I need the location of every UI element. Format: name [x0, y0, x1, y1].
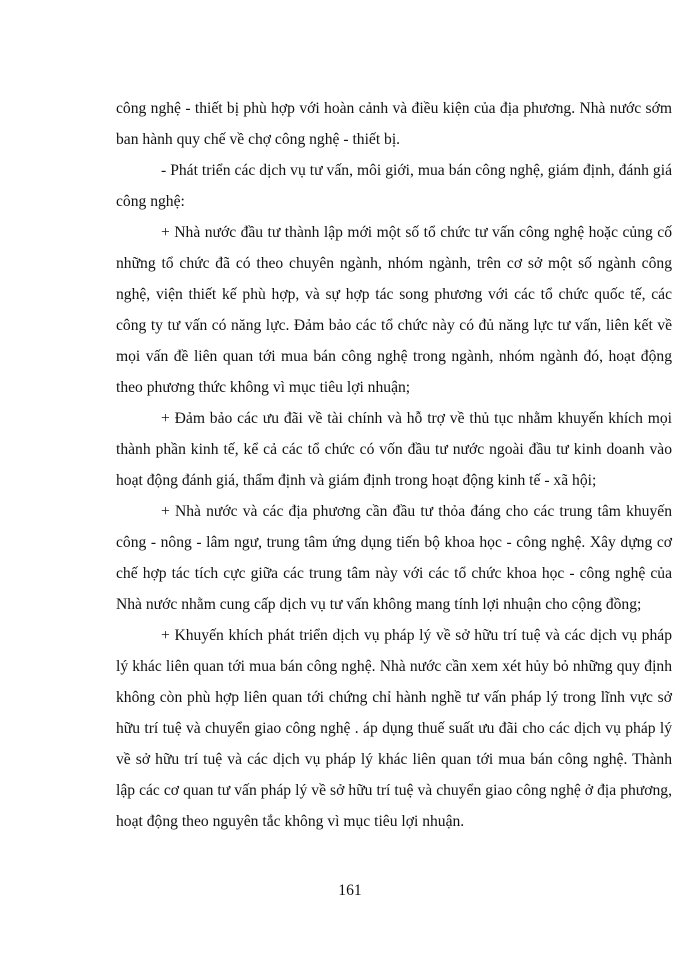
paragraph-continuation: công nghệ - thiết bị phù hợp với hoàn cảnh và điều kiện của địa phương. Nhà nước sớm ban hành quy chế về chợ công nghệ - thiết bị.: [116, 100, 672, 148]
body-text: [116, 93, 672, 837]
paragraph-service-development: - Phát triển các dịch vụ tư vấn, môi giới, mua bán công nghệ, giám định, đánh giá công nghệ:: [116, 162, 672, 210]
paragraph-consulting-organizations: + Nhà nước đầu tư thành lập mới một số tổ chức tư vấn công nghệ hoặc củng cố những tổ chức đã có theo chuyên ngành, nhóm ngành, trên cơ sở một số ngành công nghệ, viện thiết kế phù hợp, và sự hợp tác song phương với các tổ chức quốc tế, các công ty tư vấn có năng lực. Đảm bảo các tổ chức này có đủ năng lực tư vấn, liên kết về mọi vấn đề liên quan tới mua bán công nghệ trong ngành, nhóm ngành đó, hoạt động theo phương thức không vì mục tiêu lợi nhuận;: [116, 224, 672, 396]
paragraph-extension-centers: + Nhà nước và các địa phương cần đầu tư thỏa đáng cho các trung tâm khuyến công - nông - lâm ngư, trung tâm ứng dụng tiến bộ khoa học - công nghệ. Xây dựng cơ chế hợp tác tích cực giữa các trung tâm này với các tổ chức khoa học - công nghệ của Nhà nước nhằm cung cấp dịch vụ tư vấn không mang tính lợi nhuận cho cộng đồng;: [116, 503, 672, 613]
page-number: 161: [338, 882, 362, 899]
paragraph-legal-services: + Khuyến khích phát triển dịch vụ pháp lý về sở hữu trí tuệ và các dịch vụ pháp lý khác liên quan tới mua bán công nghệ. Nhà nước cần xem xét hủy bỏ những quy định không còn phù hợp liên quan tới chứng chỉ hành nghề tư vấn pháp lý trong lĩnh vực sở hữu trí tuệ và chuyển giao công nghệ . áp dụng thuế suất ưu đãi cho các dịch vụ pháp lý về sở hữu trí tuệ và các dịch vụ pháp lý khác liên quan tới mua bán công nghệ. Thành lập các cơ quan tư vấn pháp lý về sở hữu trí tuệ và chuyển giao công nghệ ở địa phương, hoạt động theo nguyên tắc không vì mục tiêu lợi nhuận.: [116, 627, 672, 830]
paragraph-financial-incentives: + Đảm bảo các ưu đãi về tài chính và hỗ trợ về thủ tục nhằm khuyến khích mọi thành phần kinh tế, kể cả các tổ chức có vốn đầu tư nước ngoài đầu tư kinh doanh vào hoạt động đánh giá, thẩm định và giám định trong hoạt động kinh tế - xã hội;: [116, 410, 672, 489]
